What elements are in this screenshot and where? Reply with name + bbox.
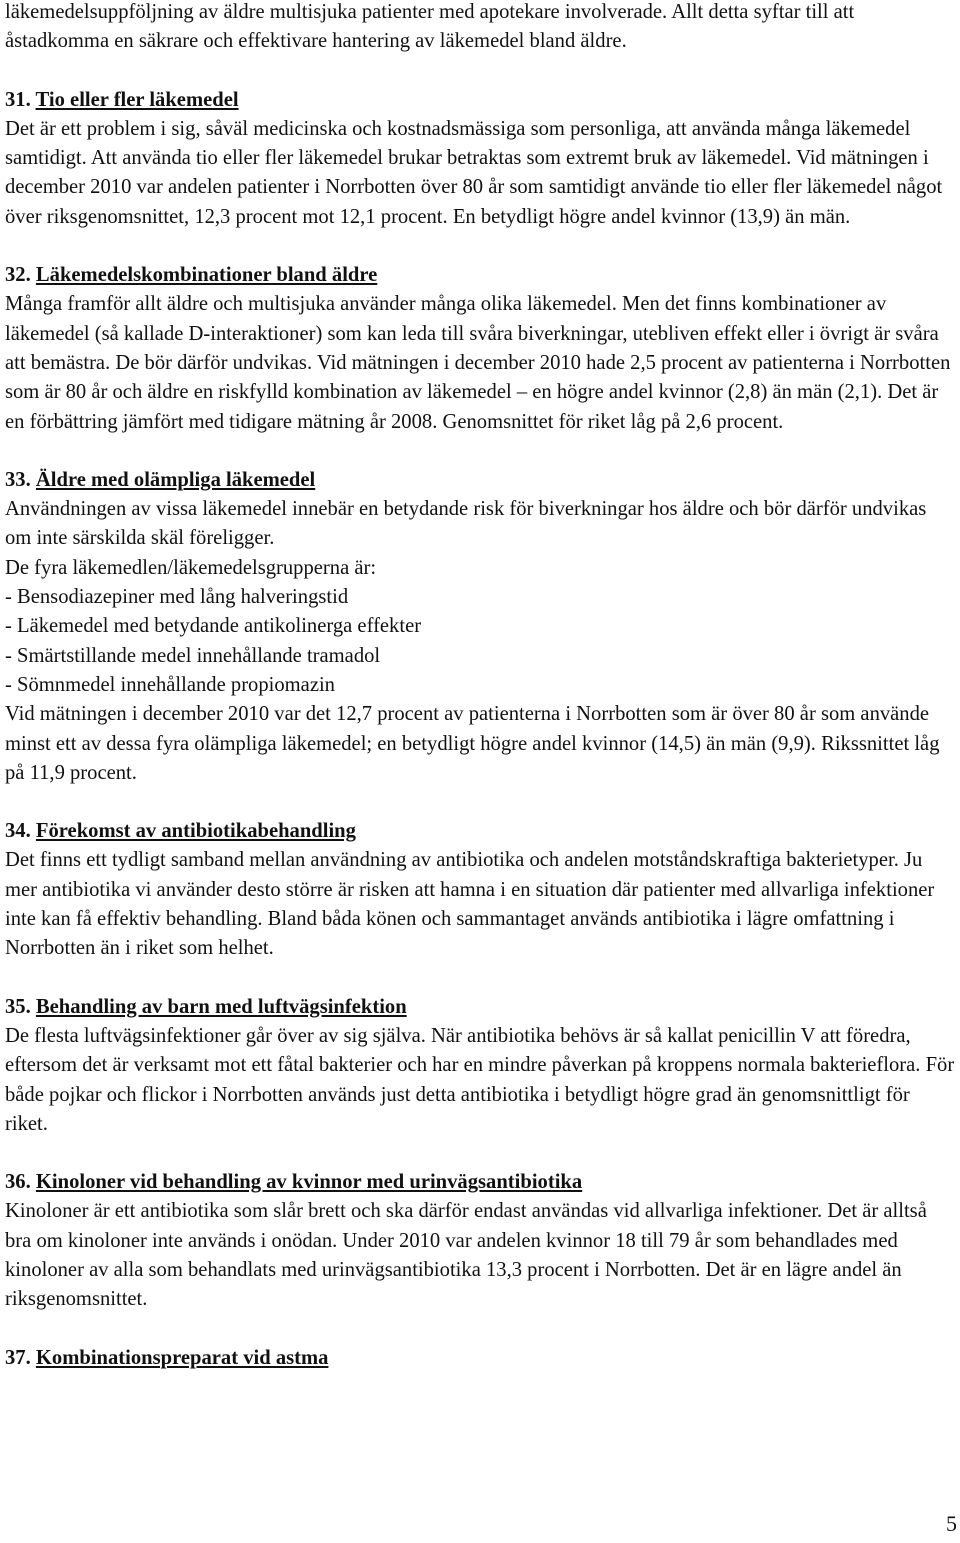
section-paragraph: Vid mätningen i december 2010 var det 12,7 procent av patienterna i Norrbotten som är över 80 år som använde minst ett av dessa fyra olämpliga läkemedel; en betydligt högre andel kvinnor (14,5) än män (9,9). Rikssnittet låg på 11,9 procent. bbox=[5, 703, 940, 784]
section-paragraph: De fyra läkemedlen/läkemedelsgrupperna är: bbox=[5, 556, 377, 579]
section-paragraph: Användningen av vissa läkemedel innebär en betydande risk för biverkningar hos äldre och bör därför undvikas om inte särskilda skäl föreligger. bbox=[5, 498, 927, 550]
list-item: - Läkemedel med betydande antikolinerga effekter bbox=[5, 615, 422, 638]
section-heading bbox=[5, 817, 957, 846]
section-36 bbox=[5, 1168, 957, 1314]
section-heading bbox=[5, 993, 957, 1022]
section-paragraph: Det är ett problem i sig, såväl medicinska och kostnadsmässiga som personliga, att använda många läkemedel samtidigt. Att använda tio eller fler läkemedel brukar betraktas som extremt bruk av läkemedel. Vid mätningen i december 2010 var andelen patienter i Norrbotten över 80 år som samtidigt använde tio eller fler läkemedel något över riksgenomsnittet, 12,3 procent mot 12,1 procent. En betydligt högre andel kvinnor (13,9) än män. bbox=[5, 117, 943, 228]
section-title: Läkemedelskombinationer bland äldre bbox=[35, 264, 378, 287]
section-heading bbox=[5, 86, 957, 115]
section-heading bbox=[5, 1168, 957, 1197]
document-page bbox=[5, 0, 957, 1373]
list-item: - Sömnmedel innehållande propiomazin bbox=[5, 673, 335, 696]
section-35 bbox=[5, 993, 957, 1139]
section-paragraph: Kinoloner är ett antibiotika som slår brett och ska därför endast användas vid allvarliga infektioner. Det är alltså bra om kinoloner inte används i onödan. Under 2010 var andelen kvinnor 18 till 79 år som behandlades med kinoloner av alla som behandlats med urinvägsantibiotika 13,3 procent i Norrbotten. Det är en lägre andel än riksgenomsnittet. bbox=[5, 1200, 927, 1311]
section-32 bbox=[5, 261, 957, 437]
section-number: 31. bbox=[5, 88, 31, 111]
section-title: Äldre med olämpliga läkemedel bbox=[35, 468, 316, 491]
section-heading bbox=[5, 1344, 957, 1373]
section-title: Behandling av barn med luftvägsinfektion bbox=[35, 995, 407, 1018]
section-paragraph: Många framför allt äldre och multisjuka använder många olika läkemedel. Men det finns kombinationer av läkemedel (så kallade D-interaktioner) som kan leda till svåra biverkningar, utebliven effekt eller i övrigt är svåra att bemästra. De bör därför undvikas. Vid mätningen i december 2010 hade 2,5 procent av patienterna i Norrbotten som är 80 år och äldre en riskfylld kombination av läkemedel – en högre andel kvinnor (2,8) än män (2,1). Det är en förbättring jämfört med tidigare mätning år 2008. Genomsnittet för riket låg på 2,6 procent. bbox=[5, 293, 951, 433]
section-number: 35. bbox=[5, 995, 31, 1018]
section-title: Förekomst av antibiotikabehandling bbox=[35, 820, 356, 843]
intro-paragraph: läkemedelsuppföljning av äldre multisjuka patienter med apotekare involverade. Allt detta syftar till att åstadkomma en säkrare och effektivare hantering av läkemedel bland äldre. bbox=[5, 1, 855, 53]
section-title: Kombinationspreparat vid astma bbox=[35, 1346, 329, 1369]
page-number: 5 bbox=[946, 1511, 957, 1536]
section-number: 37. bbox=[5, 1346, 31, 1369]
section-title: Kinoloner vid behandling av kvinnor med urinvägsantibiotika bbox=[35, 1171, 583, 1194]
section-number: 36. bbox=[5, 1171, 31, 1194]
list-item: - Smärtstillande medel innehållande tramadol bbox=[5, 644, 381, 667]
section-paragraph: De flesta luftvägsinfektioner går över av sig själva. När antibiotika behövs är så kallat penicillin V att föredra, eftersom det är verksamt mot ett fåtal bakterier och har en mindre påverkan på kroppens normala bakterieflora. För både pojkar och flickor i Norrbotten används just detta antibiotika i betydligt högre grad än genomsnittligt för riket. bbox=[5, 1024, 955, 1135]
section-number: 34. bbox=[5, 820, 31, 843]
section-number: 33. bbox=[5, 468, 31, 491]
section-31 bbox=[5, 86, 957, 232]
section-paragraph: Det finns ett tydligt samband mellan användning av antibiotika och andelen motståndskraftiga bakterietyper. Ju mer antibiotika vi använder desto större är risken att hamna i en situation där patienter med allvarliga infektioner inte kan få effektiv behandling. Bland båda könen och sammantaget används antibiotika i lägre omfattning i Norrbotten än i riket som helhet. bbox=[5, 849, 935, 960]
section-33 bbox=[5, 466, 957, 788]
section-title: Tio eller fler läkemedel bbox=[35, 88, 239, 111]
section-heading bbox=[5, 466, 957, 495]
section-heading bbox=[5, 261, 957, 290]
section-34 bbox=[5, 817, 957, 963]
drug-group-list bbox=[5, 583, 957, 700]
section-number: 32. bbox=[5, 264, 31, 287]
section-37 bbox=[5, 1344, 957, 1373]
list-item: - Bensodiazepiner med lång halveringstid bbox=[5, 586, 349, 609]
